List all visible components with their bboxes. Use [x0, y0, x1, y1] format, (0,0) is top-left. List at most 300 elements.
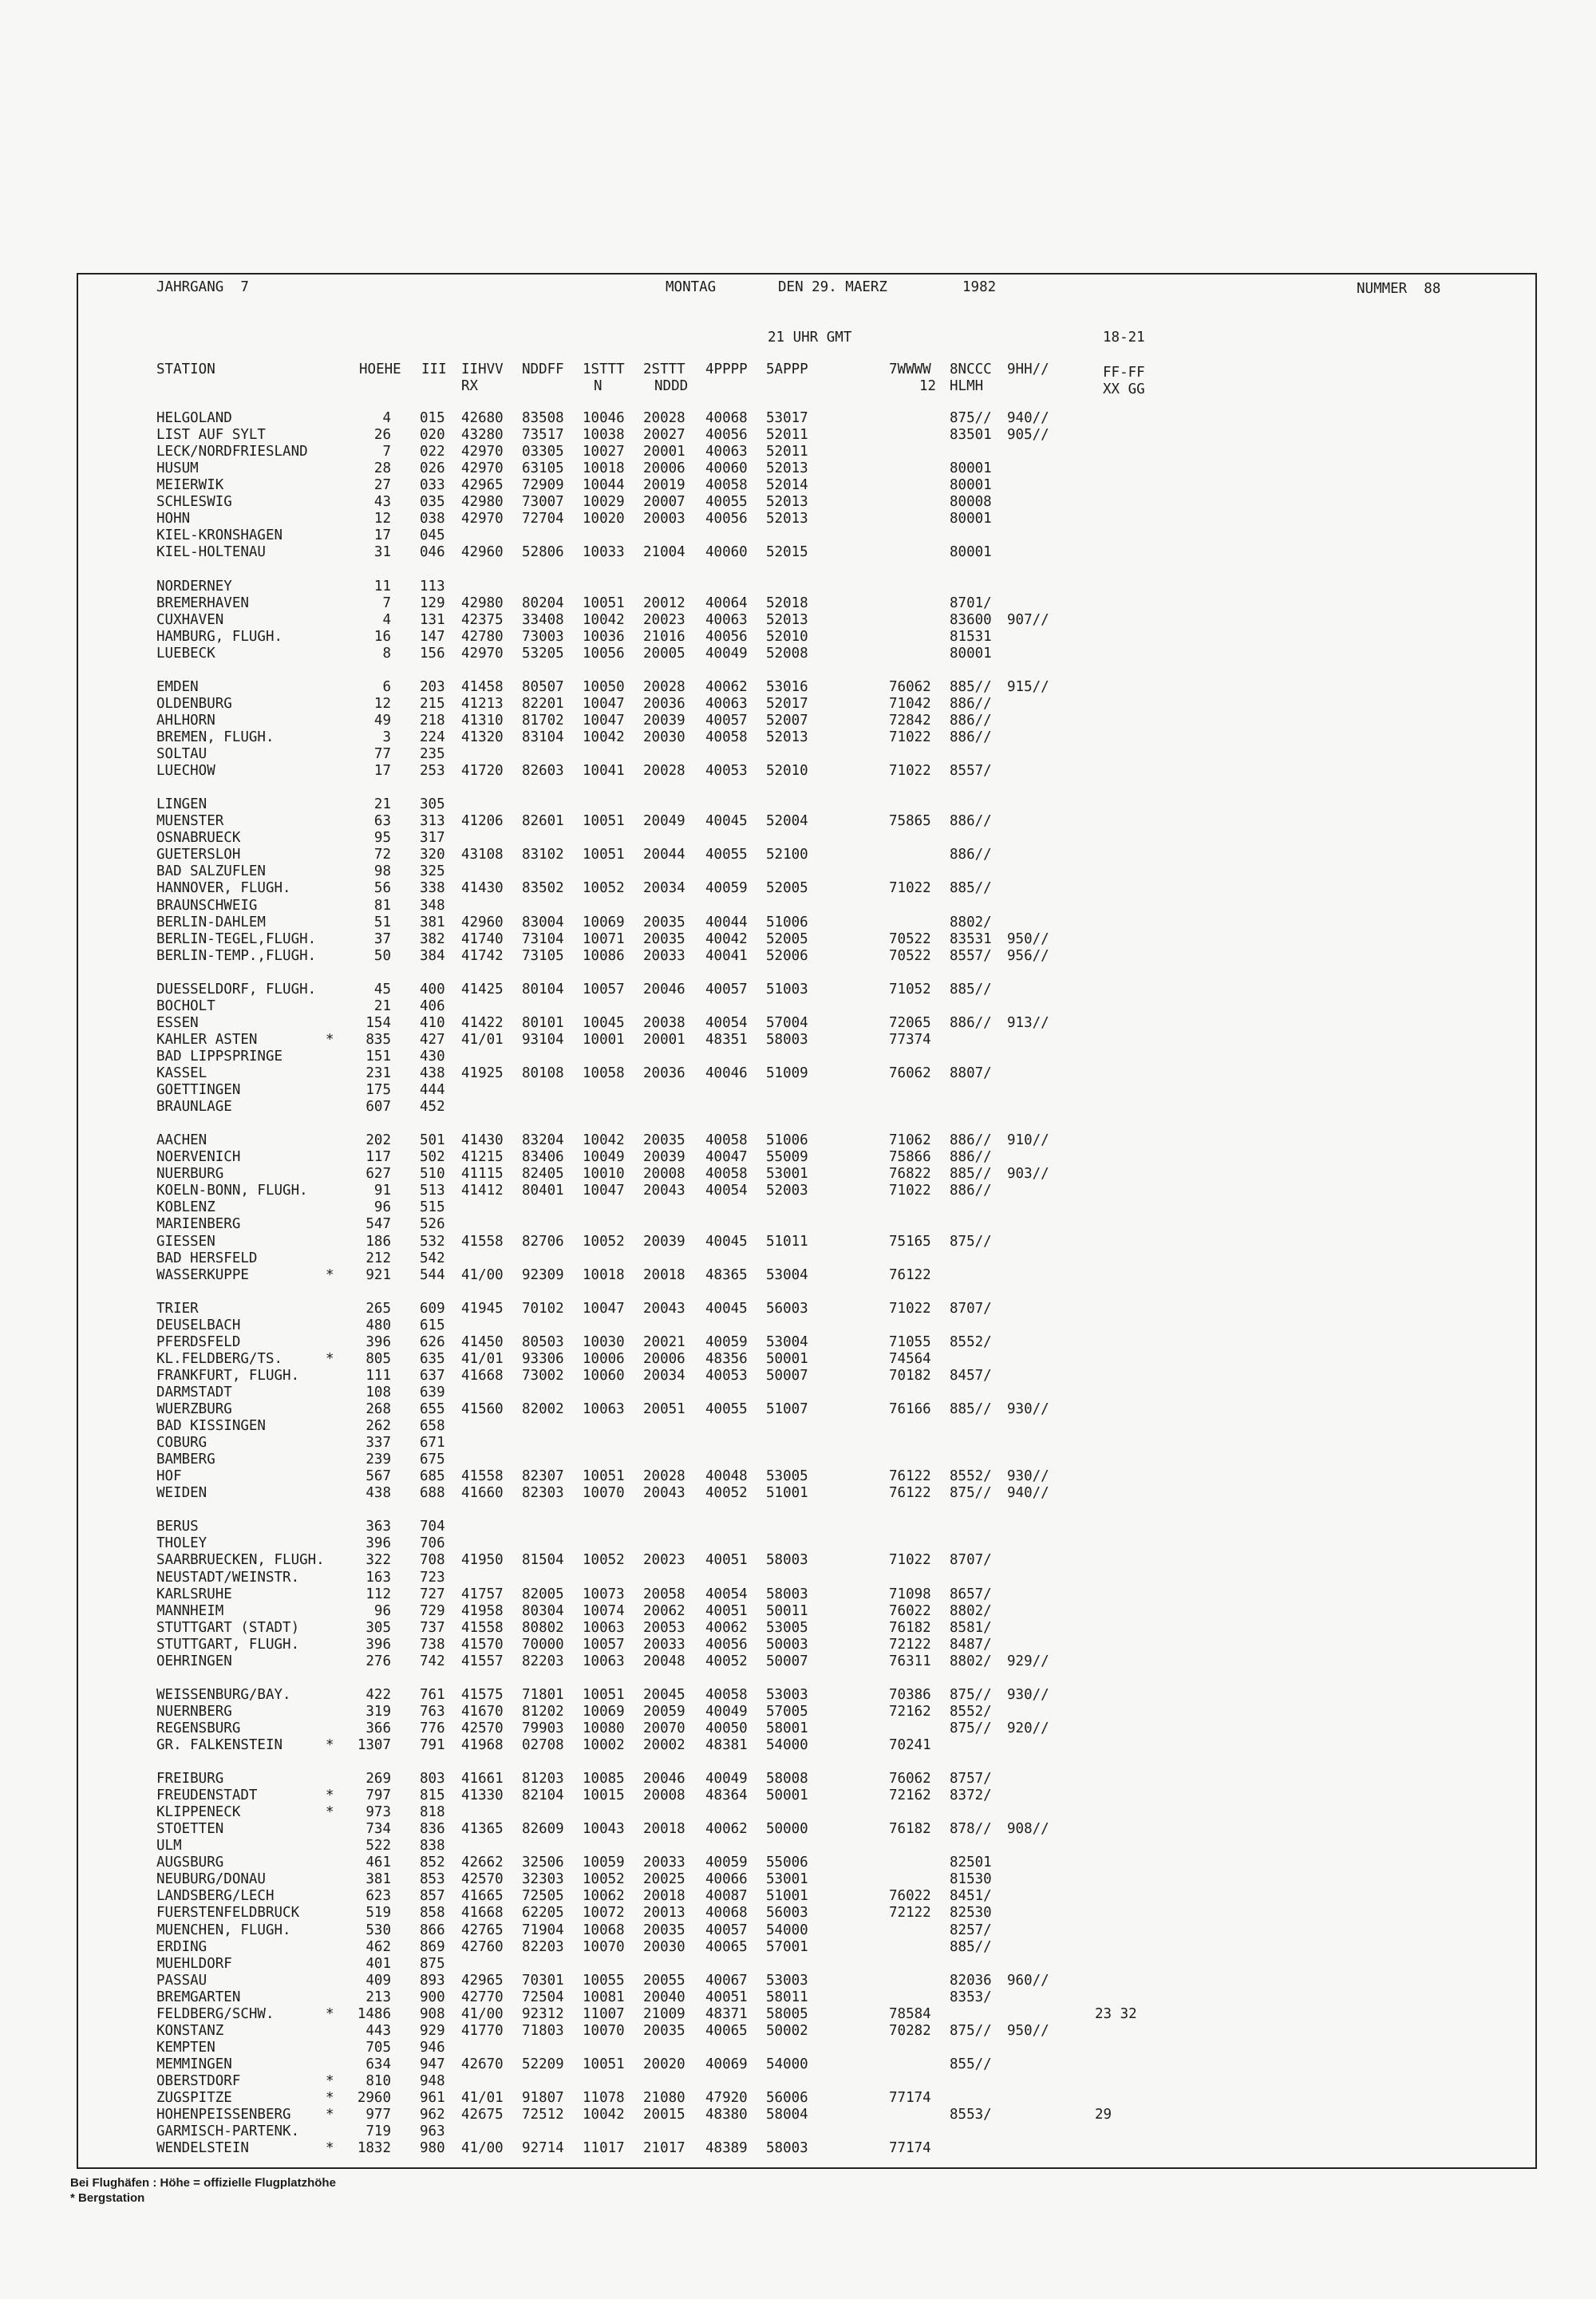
sttt1-value: 10074 — [583, 1602, 625, 1619]
iii-value: 235 — [420, 746, 445, 762]
sttt1-value: 10070 — [583, 1485, 625, 1502]
hoehe-value: 734 — [365, 1821, 391, 1838]
iihvv-value: 41412 — [461, 1183, 504, 1199]
sttt1-value: 10060 — [583, 1367, 625, 1384]
appp-value: 51006 — [766, 1132, 808, 1149]
pppp-value: 40057 — [705, 981, 748, 997]
sttt2-value: 20044 — [643, 847, 685, 863]
pppp-value: 40067 — [705, 1972, 748, 1989]
wwww-value: 76062 — [889, 1771, 931, 1787]
station-name: STUTTGART (STADT) — [156, 1619, 300, 1636]
nddff-value: 71803 — [522, 2022, 564, 2039]
iihvv-value: 41950 — [461, 1552, 504, 1569]
station-name: STOETTEN — [156, 1821, 224, 1838]
wwww-value: 76062 — [889, 1065, 931, 1081]
sttt2-value: 20035 — [643, 930, 685, 947]
iihvv-value: 41215 — [461, 1149, 504, 1166]
sttt1-value: 10059 — [583, 1855, 625, 1871]
wwww-value: 71022 — [889, 729, 931, 745]
iihvv-value: 41558 — [461, 1233, 504, 1250]
hoehe-value: 547 — [365, 1216, 391, 1233]
hoehe-value: 91 — [373, 1183, 391, 1199]
nccc-value: 885// — [950, 1401, 992, 1417]
appp-value: 53001 — [766, 1871, 808, 1888]
hoehe-value: 634 — [365, 2056, 391, 2072]
appp-value: 51011 — [766, 1233, 808, 1250]
sttt2-value: 20062 — [643, 1602, 685, 1619]
table-row — [0, 998, 1596, 1015]
station-name: BREMERHAVEN — [156, 595, 249, 611]
appp-value: 51003 — [766, 981, 808, 997]
sttt1-value: 10068 — [583, 1922, 625, 1938]
pppp-value: 40045 — [705, 813, 748, 830]
sttt2-value: 20053 — [643, 1619, 685, 1636]
nddff-value: 52806 — [522, 544, 564, 561]
issue-number: NUMMER 88 — [1357, 281, 1441, 297]
table-row — [0, 1939, 1596, 1956]
iihvv-value: 42680 — [461, 410, 504, 426]
wwww-value: 71022 — [889, 1300, 931, 1317]
hoehe-value: 202 — [365, 1132, 391, 1149]
iii-value: 542 — [420, 1250, 445, 1266]
table-row — [0, 1368, 1596, 1385]
station-name: GARMISCH-PARTENK. — [156, 2123, 300, 2140]
col-7wwww: 7WWWW — [889, 361, 931, 377]
appp-value: 51006 — [766, 914, 808, 930]
iihvv-value: 41/00 — [461, 2140, 504, 2157]
iihvv-value: 41665 — [461, 1888, 504, 1905]
table-row — [0, 629, 1596, 646]
nccc-value: 80001 — [950, 511, 992, 527]
col-8nccc-sub: HLMH — [950, 378, 984, 394]
nddff-value: 73517 — [522, 427, 564, 443]
table-row — [0, 1216, 1596, 1233]
iii-value: 626 — [420, 1333, 445, 1350]
station-name: MEIERWIK — [156, 477, 224, 494]
sttt1-value: 10052 — [583, 1552, 625, 1569]
hoehe-value: 438 — [365, 1485, 391, 1502]
station-name: LECK/NORDFRIESLAND — [156, 444, 308, 460]
table-row — [0, 2107, 1596, 2123]
iihvv-value: 43108 — [461, 847, 504, 863]
hoehe-value: 50 — [373, 947, 391, 964]
iihvv-value: 41310 — [461, 712, 504, 729]
iii-value: 218 — [420, 712, 445, 729]
iihvv-value: 41422 — [461, 1014, 504, 1031]
iii-value: 045 — [420, 527, 445, 544]
hoehe-value: 117 — [365, 1149, 391, 1166]
station-name: LUECHOW — [156, 763, 215, 779]
iii-value: 224 — [420, 729, 445, 745]
nddff-value: 93306 — [522, 1350, 564, 1367]
station-name: KOBLENZ — [156, 1199, 215, 1216]
nddff-value: 02708 — [522, 1736, 564, 1753]
appp-value: 58003 — [766, 1586, 808, 1602]
iihvv-value: 42780 — [461, 628, 504, 645]
sttt2-value: 20035 — [643, 914, 685, 930]
sttt1-value: 10069 — [583, 914, 625, 930]
table-row — [0, 2140, 1596, 2157]
wwww-value: 72162 — [889, 1703, 931, 1720]
nccc-value: 82530 — [950, 1905, 992, 1922]
iihvv-value: 41/00 — [461, 2005, 504, 2022]
pppp-value: 40060 — [705, 460, 748, 477]
hoehe-value: 396 — [365, 1535, 391, 1552]
nddff-value: 80802 — [522, 1619, 564, 1636]
iii-value: 038 — [420, 511, 445, 527]
iii-value: 427 — [420, 1031, 445, 1048]
pppp-value: 40059 — [705, 880, 748, 897]
hoehe-value: 4 — [382, 410, 391, 426]
nddff-value: 73003 — [522, 628, 564, 645]
nddff-value: 52209 — [522, 2056, 564, 2072]
iii-value: 708 — [420, 1552, 445, 1569]
wwww-value: 76182 — [889, 1821, 931, 1838]
hh-value: 907// — [1007, 611, 1049, 628]
pppp-value: 40057 — [705, 1922, 748, 1938]
pppp-value: 40051 — [705, 1602, 748, 1619]
hoehe-value: 37 — [373, 930, 391, 947]
mountain-marker: * — [326, 1350, 334, 1367]
iii-value: 875 — [420, 1955, 445, 1972]
station-name: BAD SALZUFLEN — [156, 863, 266, 880]
nddff-value: 82002 — [522, 1401, 564, 1417]
pppp-value: 40062 — [705, 1619, 748, 1636]
iii-value: 635 — [420, 1350, 445, 1367]
table-row — [0, 1049, 1596, 1065]
sttt2-value: 20036 — [643, 695, 685, 712]
date: DEN 29. MAERZ — [778, 279, 887, 295]
sttt1-value: 10051 — [583, 595, 625, 611]
iihvv-value: 41668 — [461, 1905, 504, 1922]
sttt1-value: 10047 — [583, 712, 625, 729]
hoehe-value: 72 — [373, 847, 391, 863]
station-name: KONSTANZ — [156, 2022, 224, 2039]
sttt1-value: 10027 — [583, 444, 625, 460]
table-row — [0, 830, 1596, 847]
nccc-value: 885// — [950, 678, 992, 695]
iii-value: 857 — [420, 1888, 445, 1905]
hoehe-value: 151 — [365, 1048, 391, 1065]
table-row — [0, 796, 1596, 813]
sttt2-value: 20035 — [643, 2022, 685, 2039]
hoehe-value: 381 — [365, 1871, 391, 1888]
sttt1-value: 10047 — [583, 1183, 625, 1199]
hoehe-value: 163 — [365, 1569, 391, 1586]
hoehe-value: 1307 — [357, 1736, 391, 1753]
nddff-value: 80204 — [522, 595, 564, 611]
iii-value: 776 — [420, 1720, 445, 1736]
station-name: HUSUM — [156, 460, 199, 477]
iii-value: 544 — [420, 1266, 445, 1283]
hoehe-value: 81 — [373, 897, 391, 914]
iii-value: 723 — [420, 1569, 445, 1586]
pppp-value: 48351 — [705, 1031, 748, 1048]
sttt1-value: 10051 — [583, 1468, 625, 1485]
table-row — [0, 1787, 1596, 1804]
sttt2-value: 20049 — [643, 813, 685, 830]
sttt2-value: 20028 — [643, 410, 685, 426]
table-row — [0, 2006, 1596, 2023]
pppp-value: 48389 — [705, 2140, 748, 2157]
iihvv-value: 41430 — [461, 1132, 504, 1149]
nccc-value: 885// — [950, 981, 992, 997]
table-row — [0, 696, 1596, 713]
table-row — [0, 1838, 1596, 1855]
hh-value: 915// — [1007, 678, 1049, 695]
station-name: KEMPTEN — [156, 2039, 215, 2056]
station-name: HELGOLAND — [156, 410, 232, 426]
iihvv-value: 41668 — [461, 1367, 504, 1384]
pppp-value: 40069 — [705, 2056, 748, 2072]
wwww-value: 72122 — [889, 1636, 931, 1653]
hoehe-value: 810 — [365, 2073, 391, 2089]
iii-value: 947 — [420, 2056, 445, 2072]
iihvv-value: 42760 — [461, 1938, 504, 1955]
nddff-value: 63105 — [522, 460, 564, 477]
nddff-value: 82005 — [522, 1586, 564, 1602]
iii-value: 738 — [420, 1636, 445, 1653]
appp-value: 52007 — [766, 712, 808, 729]
hoehe-value: 396 — [365, 1333, 391, 1350]
sttt2-value: 20023 — [643, 1552, 685, 1569]
station-name: BRAUNLAGE — [156, 1099, 232, 1116]
iii-value: 948 — [420, 2073, 445, 2089]
table-row — [0, 1922, 1596, 1939]
iii-value: 688 — [420, 1485, 445, 1502]
nccc-value: 80008 — [950, 494, 992, 511]
nccc-value: 875// — [950, 1720, 992, 1736]
nccc-value: 8552/ — [950, 1333, 992, 1350]
nddff-value: 79903 — [522, 1720, 564, 1736]
appp-value: 56003 — [766, 1300, 808, 1317]
hoehe-value: 21 — [373, 997, 391, 1014]
station-name: BRAUNSCHWEIG — [156, 897, 258, 914]
nddff-value: 32506 — [522, 1855, 564, 1871]
nddff-value: 72704 — [522, 511, 564, 527]
station-name: MANNHEIM — [156, 1602, 224, 1619]
hoehe-value: 567 — [365, 1468, 391, 1485]
table-row — [0, 1570, 1596, 1586]
iihvv-value: 41670 — [461, 1703, 504, 1720]
iii-value: 815 — [420, 1787, 445, 1804]
pppp-value: 40068 — [705, 410, 748, 426]
footnote-mountain-station: * Bergstation — [70, 2191, 145, 2205]
nddff-value: 83508 — [522, 410, 564, 426]
nccc-value: 80001 — [950, 460, 992, 477]
pppp-value: 40059 — [705, 1333, 748, 1350]
iii-value: 338 — [420, 880, 445, 897]
nccc-value: 8487/ — [950, 1636, 992, 1653]
nccc-value: 8807/ — [950, 1065, 992, 1081]
nddff-value: 82307 — [522, 1468, 564, 1485]
sttt1-value: 10015 — [583, 1787, 625, 1804]
appp-value: 52004 — [766, 813, 808, 830]
hoehe-value: 337 — [365, 1435, 391, 1451]
iihvv-value: 41/01 — [461, 2090, 504, 2106]
hoehe-value: 401 — [365, 1955, 391, 1972]
iii-value: 113 — [420, 578, 445, 595]
station-name: LANDSBERG/LECH — [156, 1888, 275, 1905]
appp-value: 58004 — [766, 2107, 808, 2123]
pppp-value: 40063 — [705, 611, 748, 628]
wwww-value: 76122 — [889, 1266, 931, 1283]
table-row — [0, 679, 1596, 696]
station-name: BREMEN, FLUGH. — [156, 729, 275, 745]
pppp-value: 40046 — [705, 1065, 748, 1081]
nccc-value: 875// — [950, 410, 992, 426]
pppp-value: 40058 — [705, 1166, 748, 1183]
mountain-marker: * — [326, 2005, 334, 2022]
sttt2-value: 20012 — [643, 595, 685, 611]
hoehe-value: 607 — [365, 1099, 391, 1116]
station-name: OLDENBURG — [156, 695, 232, 712]
sttt2-value: 20070 — [643, 1720, 685, 1736]
nddff-value: 72512 — [522, 2107, 564, 2123]
iii-value: 615 — [420, 1317, 445, 1333]
hoehe-value: 1832 — [357, 2140, 391, 2157]
iihvv-value: 42970 — [461, 460, 504, 477]
wwww-value: 71055 — [889, 1333, 931, 1350]
iii-value: 866 — [420, 1922, 445, 1938]
station-name: MUENCHEN, FLUGH. — [156, 1922, 291, 1938]
station-name: BERUS — [156, 1519, 199, 1535]
pppp-value: 40042 — [705, 930, 748, 947]
hh-value: 960// — [1007, 1972, 1049, 1989]
sttt1-value: 11007 — [583, 2005, 625, 2022]
iihvv-value: 42662 — [461, 1855, 504, 1871]
sttt2-value: 20018 — [643, 1821, 685, 1838]
iihvv-value: 41560 — [461, 1401, 504, 1417]
iihvv-value: 41945 — [461, 1300, 504, 1317]
station-name: NOERVENICH — [156, 1149, 241, 1166]
iii-value: 763 — [420, 1703, 445, 1720]
sttt1-value: 10006 — [583, 1350, 625, 1367]
station-name: LINGEN — [156, 796, 207, 813]
nccc-value: 886// — [950, 813, 992, 830]
iii-value: 526 — [420, 1216, 445, 1233]
appp-value: 53005 — [766, 1619, 808, 1636]
table-row — [0, 444, 1596, 460]
appp-value: 52011 — [766, 444, 808, 460]
mountain-marker: * — [326, 1787, 334, 1804]
hoehe-value: 835 — [365, 1031, 391, 1048]
station-name: LUEBECK — [156, 645, 215, 662]
mountain-marker: * — [326, 1804, 334, 1821]
iii-value: 858 — [420, 1905, 445, 1922]
table-row — [0, 2056, 1596, 2073]
hh-value: 903// — [1007, 1166, 1049, 1183]
pppp-value: 40054 — [705, 1014, 748, 1031]
iihvv-value: 42675 — [461, 2107, 504, 2123]
table-row — [0, 1015, 1596, 1032]
sttt2-value: 20033 — [643, 1636, 685, 1653]
nccc-value: 878// — [950, 1821, 992, 1838]
iii-value: 852 — [420, 1855, 445, 1871]
appp-value: 56006 — [766, 2090, 808, 2106]
station-name: OSNABRUECK — [156, 830, 241, 847]
table-row — [0, 2123, 1596, 2140]
wwww-value: 76182 — [889, 1619, 931, 1636]
iii-value: 818 — [420, 1804, 445, 1821]
nddff-value: 82201 — [522, 695, 564, 712]
iihvv-value: 41450 — [461, 1333, 504, 1350]
nccc-value: 8701/ — [950, 595, 992, 611]
station-name: KIEL-HOLTENAU — [156, 544, 266, 561]
appp-value: 55009 — [766, 1149, 808, 1166]
hoehe-value: 11 — [373, 578, 391, 595]
sttt2-value: 20006 — [643, 1350, 685, 1367]
sttt1-value: 10081 — [583, 1989, 625, 2005]
hoehe-value: 409 — [365, 1972, 391, 1989]
hoehe-value: 805 — [365, 1350, 391, 1367]
station-name: KLIPPENECK — [156, 1804, 241, 1821]
iihvv-value: 42570 — [461, 1720, 504, 1736]
pppp-value: 40048 — [705, 1468, 748, 1485]
iii-value: 406 — [420, 997, 445, 1014]
sttt1-value: 10047 — [583, 695, 625, 712]
nddff-value: 62205 — [522, 1905, 564, 1922]
station-name: LIST AUF SYLT — [156, 427, 266, 443]
table-row — [0, 1905, 1596, 1922]
wwww-value: 77374 — [889, 1031, 931, 1048]
sttt1-value: 10063 — [583, 1619, 625, 1636]
appp-value: 52006 — [766, 947, 808, 964]
col-7wwww-sub: 12 — [919, 378, 937, 394]
station-name: KIEL-KRONSHAGEN — [156, 527, 283, 544]
iii-value: 609 — [420, 1300, 445, 1317]
wwww-value: 75165 — [889, 1233, 931, 1250]
sttt1-value: 10055 — [583, 1972, 625, 1989]
station-name: MUEHLDORF — [156, 1955, 232, 1972]
wwww-value: 70386 — [889, 1686, 931, 1703]
wwww-value: 71022 — [889, 763, 931, 779]
nddff-value: 91807 — [522, 2090, 564, 2106]
appp-value: 53016 — [766, 678, 808, 695]
appp-value: 52017 — [766, 695, 808, 712]
col-ffff-sub: XX GG — [1103, 381, 1145, 397]
station-name: AACHEN — [156, 1132, 207, 1149]
nccc-value: 8657/ — [950, 1586, 992, 1602]
sttt1-value: 10058 — [583, 1065, 625, 1081]
pppp-value: 40058 — [705, 1686, 748, 1703]
iihvv-value: 42570 — [461, 1871, 504, 1888]
sttt1-value: 10086 — [583, 947, 625, 964]
appp-value: 52015 — [766, 544, 808, 561]
sttt2-value: 20030 — [643, 729, 685, 745]
nddff-value: 33408 — [522, 611, 564, 628]
iihvv-value: 42980 — [461, 494, 504, 511]
table-row — [0, 410, 1596, 427]
sttt1-value: 10002 — [583, 1736, 625, 1753]
hh-value: 920// — [1007, 1720, 1049, 1736]
hoehe-value: 366 — [365, 1720, 391, 1736]
sttt2-value: 21004 — [643, 544, 685, 561]
table-row — [0, 948, 1596, 965]
station-name: WUERZBURG — [156, 1401, 232, 1417]
nddff-value: 92714 — [522, 2140, 564, 2157]
col-iihvv-sub: RX — [461, 378, 479, 394]
pppp-value: 40045 — [705, 1233, 748, 1250]
station-name: GR. FALKENSTEIN — [156, 1736, 283, 1753]
nddff-value: 83104 — [522, 729, 564, 745]
iii-value: 946 — [420, 2039, 445, 2056]
station-name: AHLHORN — [156, 712, 215, 729]
iii-value: 026 — [420, 460, 445, 477]
station-name: BAD KISSINGEN — [156, 1418, 266, 1434]
iii-value: 382 — [420, 930, 445, 947]
col-1sttt: 1STTT — [583, 361, 625, 377]
